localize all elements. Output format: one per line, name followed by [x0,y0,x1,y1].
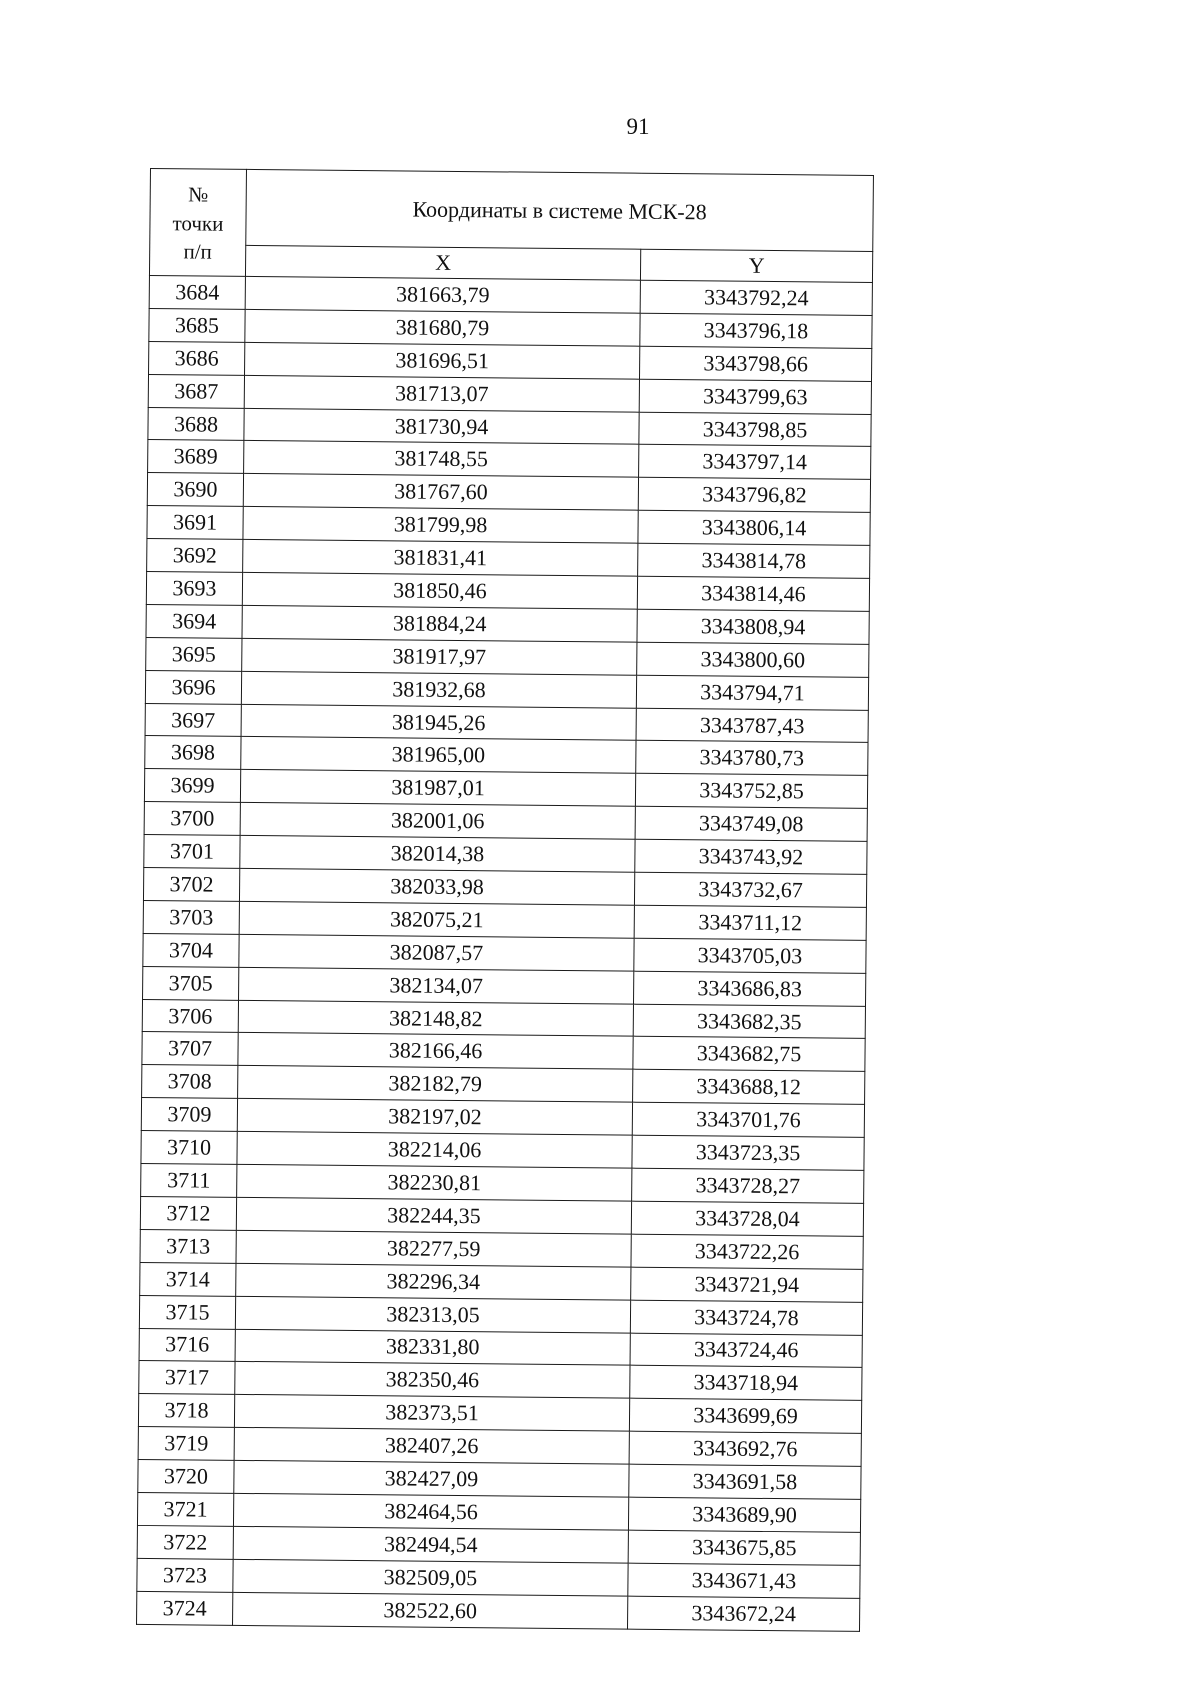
x-coordinate-cell: 382313,05 [235,1296,630,1333]
point-number-cell: 3722 [137,1525,233,1559]
x-coordinate-cell: 381831,41 [243,540,638,577]
x-coordinate-cell: 382277,59 [236,1230,631,1267]
y-coordinate-cell: 3343722,26 [631,1234,863,1269]
y-coordinate-cell: 3343686,83 [633,971,865,1006]
coordinates-table [136,168,874,1631]
point-number-cell: 3709 [141,1098,237,1132]
x-coordinate-cell: 382182,79 [238,1066,633,1103]
x-coordinate-cell: 382134,07 [239,967,634,1004]
y-coordinate-cell: 3343796,82 [638,478,870,513]
x-coordinate-cell: 382166,46 [238,1033,633,1070]
x-coordinate-cell: 382244,35 [236,1197,631,1234]
y-coordinate-cell: 3343692,76 [629,1431,861,1466]
x-coordinate-cell: 382373,51 [234,1395,629,1432]
y-coordinate-cell: 3343724,46 [630,1333,862,1368]
point-number-header-line-1: № [188,182,209,208]
point-number-cell: 3717 [139,1361,235,1395]
y-coordinate-cell: 3343671,43 [628,1563,860,1598]
x-coordinate-cell: 381945,26 [241,704,636,741]
point-number-cell: 3718 [138,1394,234,1428]
y-coordinate-cell: 3343682,35 [633,1004,865,1039]
x-coordinate-cell: 381767,60 [243,474,638,511]
y-coordinate-cell: 3343799,63 [639,379,871,414]
point-number-cell: 3710 [141,1131,237,1165]
y-coordinate-cell: 3343749,08 [635,806,867,841]
y-coordinate-cell: 3343701,76 [632,1102,864,1137]
x-coordinate-cell: 382522,60 [233,1592,628,1629]
point-number-cell: 3687 [148,374,244,408]
x-coordinate-cell: 382001,06 [240,803,635,840]
point-number-cell: 3705 [143,966,239,1000]
x-coordinate-cell: 382197,02 [237,1099,632,1136]
point-number-cell: 3694 [146,604,242,638]
y-coordinate-cell: 3343792,24 [640,280,872,315]
y-coordinate-cell: 3343718,94 [630,1366,862,1401]
x-coordinate-cell: 381884,24 [242,605,637,642]
x-coordinate-cell: 381730,94 [244,408,639,445]
y-coordinate-cell: 3343800,60 [637,642,869,677]
point-number-header-line-2: точки [172,211,224,236]
y-column-header: Y [640,249,872,282]
point-number-cell: 3714 [140,1262,236,1296]
y-coordinate-cell: 3343728,04 [631,1201,863,1236]
table-body [137,275,873,1630]
point-number-cell: 3723 [137,1558,233,1592]
point-number-cell: 3688 [148,407,244,441]
y-coordinate-cell: 3343723,35 [632,1135,864,1170]
x-coordinate-cell: 381713,07 [244,375,639,412]
x-coordinate-cell: 382087,57 [239,934,634,971]
point-number-cell: 3708 [142,1065,238,1099]
point-number-header [149,169,246,277]
y-coordinate-cell: 3343808,94 [637,609,869,644]
point-number-cell: 3713 [140,1229,236,1263]
y-coordinate-cell: 3343787,43 [636,708,868,743]
point-number-cell: 3702 [143,868,239,902]
point-number-cell: 3684 [149,275,245,309]
y-coordinate-cell: 3343796,18 [640,313,872,348]
x-coordinate-cell: 381663,79 [245,276,640,313]
x-coordinate-cell: 382407,26 [234,1428,629,1465]
x-coordinate-cell: 381932,68 [241,671,636,708]
point-number-cell: 3696 [145,670,241,704]
point-number-cell: 3695 [146,637,242,671]
y-coordinate-cell: 3343752,85 [635,774,867,809]
point-number-cell: 3721 [137,1492,233,1526]
y-coordinate-cell: 3343806,14 [638,510,870,545]
y-coordinate-cell: 3343728,27 [632,1168,864,1203]
x-coordinate-cell: 381680,79 [245,309,640,346]
y-coordinate-cell: 3343798,85 [639,412,871,447]
page-number: 91 [626,114,650,139]
y-coordinate-cell: 3343675,85 [628,1530,860,1565]
x-coordinate-cell: 382494,54 [233,1526,628,1563]
x-coordinate-cell: 382148,82 [238,1000,633,1037]
y-coordinate-cell: 3343814,46 [637,576,869,611]
point-number-cell: 3715 [139,1295,235,1329]
y-coordinate-cell: 3343732,67 [634,872,866,907]
y-coordinate-cell: 3343794,71 [636,675,868,710]
point-number-header-line-3: п/п [183,239,212,264]
point-number-cell: 3716 [139,1328,235,1362]
x-coordinate-cell: 381965,00 [241,737,636,774]
point-number-cell: 3719 [138,1427,234,1461]
y-coordinate-cell: 3343780,73 [636,741,868,776]
point-number-cell: 3693 [146,572,242,606]
y-coordinate-cell: 3343689,90 [628,1497,860,1532]
point-number-cell: 3689 [148,440,244,474]
x-coordinate-cell: 381850,46 [242,572,637,609]
point-number-cell: 3691 [147,506,243,540]
point-number-cell: 3703 [143,900,239,934]
point-number-cell: 3720 [138,1460,234,1494]
x-coordinate-cell: 381917,97 [242,638,637,675]
point-number-cell: 3698 [145,736,241,770]
point-number-cell: 3686 [149,341,245,375]
y-coordinate-cell: 3343724,78 [630,1300,862,1335]
point-number-cell: 3706 [142,999,238,1033]
x-coordinate-cell: 382214,06 [237,1132,632,1169]
x-coordinate-cell: 382464,56 [233,1493,628,1530]
point-number-cell: 3697 [145,703,241,737]
y-coordinate-cell: 3343672,24 [628,1596,860,1631]
point-number-cell: 3690 [147,473,243,507]
x-coordinate-cell: 381799,98 [243,507,638,544]
coordinates-system-header: Координаты в системе МСК-28 [246,169,874,251]
y-coordinate-cell: 3343797,14 [639,445,871,480]
point-number-cell: 3692 [147,539,243,573]
x-coordinate-cell: 381748,55 [244,441,639,478]
x-coordinate-cell: 381987,01 [240,770,635,807]
x-coordinate-cell: 382427,09 [234,1460,629,1497]
x-coordinate-cell: 382509,05 [233,1559,628,1596]
x-coordinate-cell: 382350,46 [235,1362,630,1399]
x-coordinate-cell: 382296,34 [236,1263,631,1300]
y-coordinate-cell: 3343743,92 [635,839,867,874]
x-coordinate-cell: 382014,38 [240,836,635,873]
y-coordinate-cell: 3343688,12 [633,1070,865,1105]
point-number-cell: 3685 [149,308,245,342]
point-number-cell: 3699 [144,769,240,803]
x-coordinate-cell: 382230,81 [237,1164,632,1201]
y-coordinate-cell: 3343691,58 [629,1464,861,1499]
x-coordinate-cell: 382075,21 [239,901,634,938]
y-coordinate-cell: 3343711,12 [634,905,866,940]
point-number-cell: 3712 [140,1196,236,1230]
table-row [137,1591,860,1631]
x-column-header: X [245,245,640,280]
point-number-cell: 3704 [143,933,239,967]
y-coordinate-cell: 3343798,66 [639,346,871,381]
point-number-cell: 3711 [141,1164,237,1198]
y-coordinate-cell: 3343705,03 [634,938,866,973]
point-number-cell: 3707 [142,1032,238,1066]
x-coordinate-cell: 382331,80 [235,1329,630,1366]
y-coordinate-cell: 3343721,94 [631,1267,863,1302]
y-coordinate-cell: 3343682,75 [633,1037,865,1072]
x-coordinate-cell: 382033,98 [239,868,634,905]
y-coordinate-cell: 3343814,78 [638,543,870,578]
point-number-cell: 3724 [137,1591,233,1625]
y-coordinate-cell: 3343699,69 [629,1398,861,1433]
table-header [149,169,873,283]
x-coordinate-cell: 381696,51 [245,342,640,379]
point-number-cell: 3701 [144,835,240,869]
point-number-cell: 3700 [144,802,240,836]
